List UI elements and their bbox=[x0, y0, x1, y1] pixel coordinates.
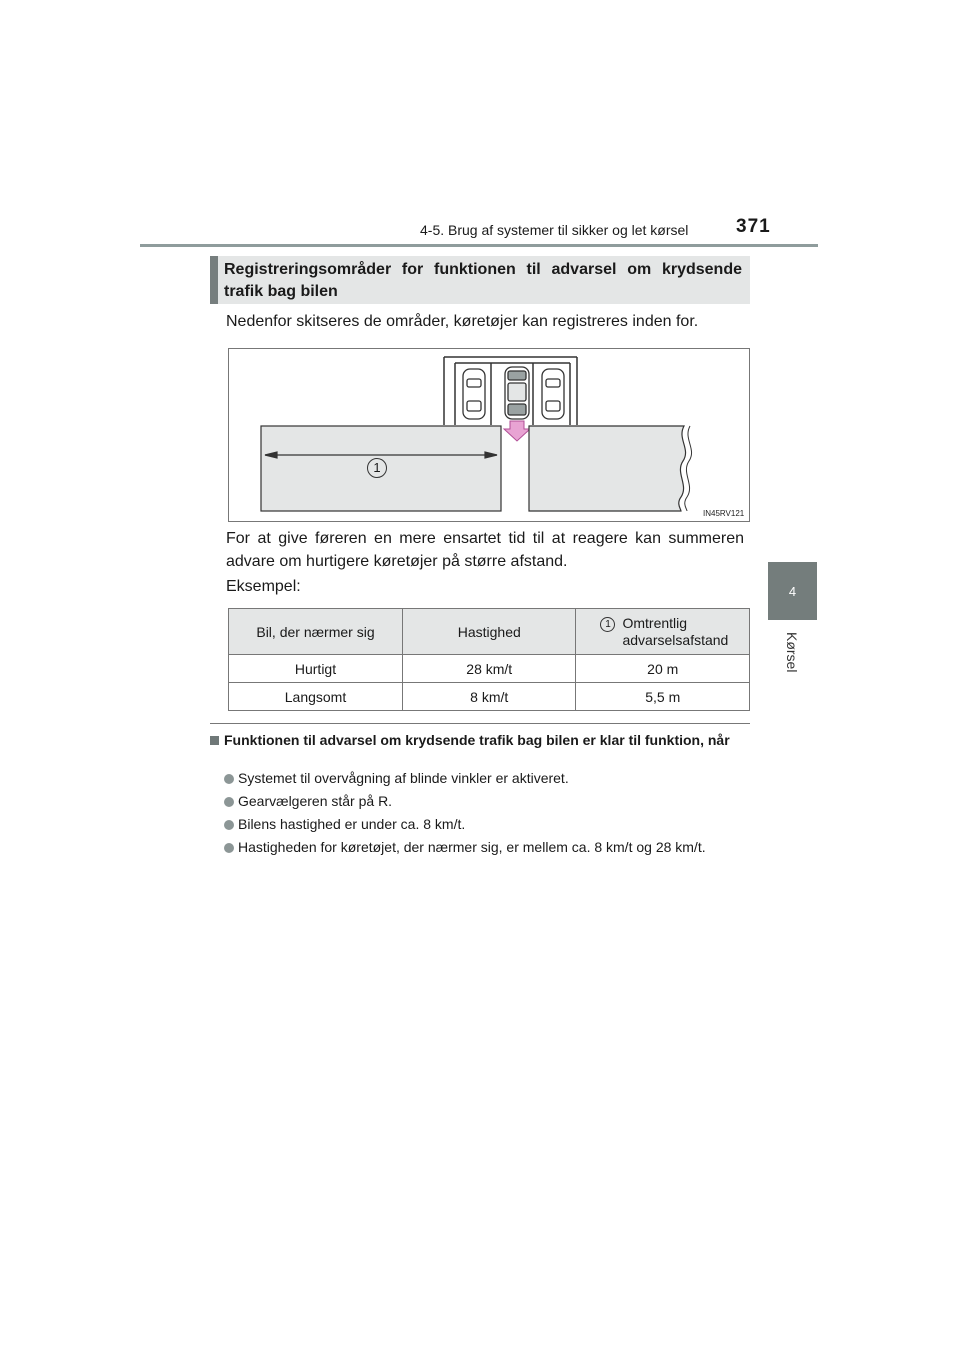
list-item-text: Bilens hastighed er under ca. 8 km/t. bbox=[238, 816, 466, 832]
list-item bbox=[224, 816, 465, 832]
reversing-arrow bbox=[504, 421, 530, 441]
bullet-dot-icon bbox=[224, 797, 234, 807]
detection-area-figure bbox=[228, 348, 750, 522]
figure-callout-1: 1 bbox=[367, 458, 387, 478]
table-cell: Langsomt bbox=[229, 683, 403, 711]
square-bullet-icon bbox=[210, 736, 219, 745]
notes-divider bbox=[210, 723, 750, 724]
table-header-cell-distance bbox=[576, 609, 750, 655]
warning-distance-table bbox=[228, 608, 750, 711]
table-cell: 8 km/t bbox=[403, 683, 576, 711]
list-item-text: Systemet til overvågning af blinde vinkler er aktiveret. bbox=[238, 770, 569, 786]
example-label: Eksempel: bbox=[226, 578, 301, 595]
bullet-dot-icon bbox=[224, 843, 234, 853]
section-heading-bar bbox=[210, 256, 218, 304]
chapter-label: Kørsel bbox=[784, 632, 800, 673]
notes-heading bbox=[210, 732, 750, 749]
table-cell: 28 km/t bbox=[403, 655, 576, 683]
running-header-title: 4-5. Brug af systemer til sikker og let kørsel bbox=[420, 222, 689, 238]
parked-car-right bbox=[542, 369, 564, 419]
list-item-text: Hastigheden for køretøjet, der nærmer sig, er mellem ca. 8 km/t og 28 km/t. bbox=[238, 839, 706, 855]
body-paragraph: For at give føreren en mere ensartet tid til at reagere kan summeren advare om hurtigere køretøjer på større afstand. bbox=[226, 530, 744, 570]
table-callout-1: 1 bbox=[600, 617, 615, 632]
list-item bbox=[224, 793, 392, 809]
bullet-dot-icon bbox=[224, 774, 234, 784]
bullet-dot-icon bbox=[224, 820, 234, 830]
parked-car-left bbox=[463, 369, 485, 419]
detection-zone-right bbox=[529, 426, 686, 511]
list-item bbox=[224, 839, 706, 855]
table-cell: 5,5 m bbox=[576, 683, 750, 711]
notes-heading-text: Funktionen til advarsel om krydsende trafik bag bilen er klar til funktion, når bbox=[224, 732, 730, 748]
table-row bbox=[229, 655, 750, 683]
chapter-tab: 4 bbox=[768, 562, 817, 620]
section-heading: Registreringsområder for funktionen til advarsel om krydsende trafik bag bilen bbox=[224, 261, 742, 300]
list-item bbox=[224, 770, 569, 786]
own-car bbox=[505, 367, 529, 419]
header-divider bbox=[140, 244, 818, 247]
intro-text: Nedenfor skitseres de områder, køretøjer kan registreres inden for. bbox=[226, 313, 699, 330]
detection-area-illustration bbox=[229, 349, 751, 523]
table-row bbox=[229, 683, 750, 711]
distance-header-label: Omtrentlig advarselsafstand bbox=[622, 614, 729, 648]
list-item-text: Gearvælgeren står på R. bbox=[238, 793, 393, 809]
page-number: 371 bbox=[736, 216, 771, 237]
section-heading-box bbox=[210, 256, 750, 304]
table-cell: Hurtigt bbox=[229, 655, 403, 683]
distance-header-wrap bbox=[576, 615, 749, 649]
table-header-cell: Hastighed bbox=[403, 609, 576, 655]
table-cell: 20 m bbox=[576, 655, 750, 683]
figure-image-id: IN45RV121 bbox=[703, 509, 745, 518]
table-header-cell: Bil, der nærmer sig bbox=[229, 609, 403, 655]
table-header-row bbox=[229, 609, 750, 655]
